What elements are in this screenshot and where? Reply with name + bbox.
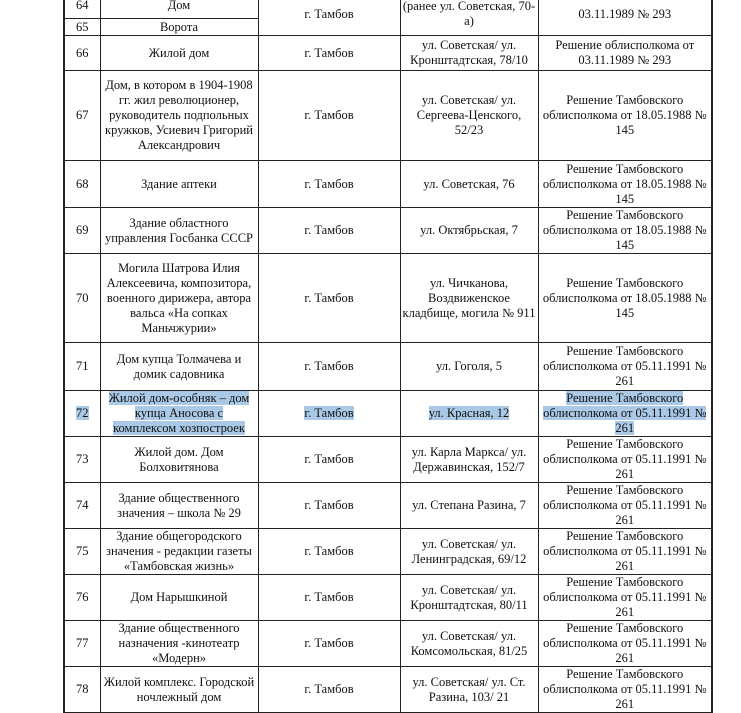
name-text: Дом, в котором в 1904-1908 гг. жил революционер, руководитель подпольных кружков, Усиевич Григорий Александрович	[105, 78, 253, 152]
cell-addr	[400, 621, 538, 667]
addr-text: ул. Советская/ ул. Кронштадтская, 78/10	[410, 38, 528, 67]
cell-city	[258, 161, 400, 208]
cell-name	[100, 19, 258, 36]
cell-addr	[400, 667, 538, 713]
city-text: г. Тамбов	[304, 108, 354, 122]
name-text: Ворота	[159, 19, 199, 34]
cell-doc	[538, 483, 712, 529]
city-text: г. Тамбов	[304, 544, 354, 558]
name-text: Здание областного управления Госбанка СССР	[104, 215, 254, 245]
name-text: Жилой дом-особняк – дом купца Аносова с комплексом хозпостроек	[108, 391, 250, 435]
n-text: 71	[76, 359, 89, 373]
table-row	[64, 343, 712, 391]
cell-name	[100, 529, 258, 575]
table-row	[64, 391, 712, 437]
doc-text: Решение Тамбовского облисполкома от 18.05.1988 № 145	[542, 161, 707, 206]
cell-name	[100, 208, 258, 254]
cell-city	[258, 621, 400, 667]
cell-name	[100, 391, 258, 437]
doc-text: Решение Тамбовского облисполкома от 05.11.1991 № 261	[543, 529, 707, 573]
city-text: г. Тамбов	[304, 590, 354, 604]
name-text: Здание общественного значения – школа № 29	[117, 490, 241, 520]
cell-doc	[538, 529, 712, 575]
cell-city	[258, 483, 400, 529]
name-text: Здание общественного назначения -кинотеатр «Модерн»	[118, 621, 240, 665]
cell-city	[258, 667, 400, 713]
cell-name	[100, 36, 258, 71]
table-row	[64, 208, 712, 254]
doc-text: Решение Тамбовского облисполкома от 05.11.1991 № 261	[543, 667, 707, 711]
doc-text: Решение Тамбовского облисполкома от 18.05.1988 № 145	[542, 208, 707, 252]
cell-addr	[400, 529, 538, 575]
city-text: г. Тамбов	[304, 498, 354, 512]
cell-addr	[400, 483, 538, 529]
city-text: г. Тамбов	[304, 682, 354, 696]
cell-addr	[400, 343, 538, 391]
cell-n	[64, 208, 100, 254]
cell-addr	[400, 161, 538, 208]
table-row	[64, 36, 712, 71]
n-text: 76	[76, 590, 89, 604]
cell-n	[64, 343, 100, 391]
n-text: 67	[76, 108, 89, 122]
doc-text: 03.11.1989 № 293	[578, 6, 672, 21]
city-text: г. Тамбов	[304, 452, 354, 466]
cell-n	[64, 483, 100, 529]
cell-n	[64, 71, 100, 161]
cell-doc	[538, 575, 712, 621]
cell-city	[258, 529, 400, 575]
cell-doc	[538, 667, 712, 713]
cell-addr	[400, 575, 538, 621]
cell-addr	[400, 437, 538, 483]
cell-addr	[400, 254, 538, 343]
addr-text: ул. Советская/ ул. Сергеева-Ценского, 52/23	[416, 93, 522, 137]
cell-n	[64, 621, 100, 667]
n-text: 72	[76, 406, 89, 420]
table-row	[64, 161, 712, 208]
cell-city	[258, 0, 400, 36]
cell-n	[64, 36, 100, 71]
cell-addr	[400, 71, 538, 161]
doc-text: Решение Тамбовского облисполкома от 18.05.1988 № 145	[542, 93, 707, 137]
doc-text: Решение Тамбовского облисполкома от 05.11.1991 № 261	[543, 621, 707, 665]
city-text: г. Тамбов	[304, 45, 354, 60]
name-text: Могила Шатрова Илия Алексеевича, композитора, военного дирижера, автора вальса «На сопках Маньчжурии»	[106, 260, 252, 335]
city-text: г. Тамбов	[304, 636, 354, 650]
city-text: г. Тамбов	[304, 223, 354, 237]
addr-text: (ранее ул. Советская, 70-а)	[402, 0, 536, 28]
cell-n	[64, 391, 100, 437]
n-text: 69	[76, 223, 89, 237]
table-row	[64, 483, 712, 529]
n-text: 65	[76, 19, 89, 34]
n-text: 75	[76, 544, 89, 558]
n-text: 74	[76, 498, 89, 512]
doc-text: Решение Тамбовского облисполкома от 18.05.1988 № 145	[542, 275, 707, 320]
table-row	[64, 71, 712, 161]
cell-doc	[538, 437, 712, 483]
cell-doc	[538, 208, 712, 254]
cell-doc	[538, 343, 712, 391]
cell-name	[100, 483, 258, 529]
city-text: г. Тамбов	[304, 406, 354, 420]
cell-addr	[400, 208, 538, 254]
cell-n	[64, 254, 100, 343]
cell-addr	[400, 391, 538, 437]
city-text: г. Тамбов	[304, 6, 354, 21]
n-text: 66	[76, 45, 89, 60]
cell-name	[100, 161, 258, 208]
cell-name	[100, 621, 258, 667]
cell-doc	[538, 254, 712, 343]
cell-city	[258, 208, 400, 254]
n-text: 78	[76, 682, 89, 696]
cell-doc	[538, 36, 712, 71]
cell-n	[64, 667, 100, 713]
cell-n	[64, 529, 100, 575]
cell-doc	[538, 0, 712, 36]
name-text: Дом Нарышкиной	[130, 590, 228, 604]
city-text: г. Тамбов	[304, 290, 354, 305]
addr-text: ул. Советская, 76	[423, 176, 515, 191]
cell-city	[258, 343, 400, 391]
table-row	[64, 437, 712, 483]
cell-city	[258, 254, 400, 343]
n-text: 70	[76, 290, 89, 305]
cell-city	[258, 36, 400, 71]
city-text: г. Тамбов	[304, 176, 354, 191]
addr-text: ул. Советская/ ул. Ленинградская, 69/12	[411, 536, 527, 566]
n-text: 68	[76, 176, 89, 191]
cell-name	[100, 343, 258, 391]
table-row	[64, 667, 712, 713]
doc-text: Решение облисполкома от 03.11.1989 № 293	[555, 38, 695, 67]
cell-addr	[400, 0, 538, 36]
cell-doc	[538, 391, 712, 437]
addr-text: ул. Советская/ ул. Комсомольская, 81/25	[410, 628, 528, 658]
cell-name	[100, 0, 258, 19]
monuments-table	[63, 0, 713, 713]
name-text: Дом	[167, 0, 191, 12]
cell-name	[100, 575, 258, 621]
cell-n	[64, 19, 100, 36]
cell-name	[100, 437, 258, 483]
cell-doc	[538, 71, 712, 161]
table-row	[64, 621, 712, 667]
name-text: Здание аптеки	[141, 176, 217, 191]
doc-text: Решение Тамбовского облисполкома от 05.11.1991 № 261	[543, 483, 707, 527]
cell-name	[100, 254, 258, 343]
name-text: Дом купца Толмачева и домик садовника	[116, 351, 242, 381]
name-text: Жилой дом	[148, 45, 210, 60]
cell-city	[258, 391, 400, 437]
cell-addr	[400, 36, 538, 71]
name-text: Жилой дом. Дом Болховитянова	[134, 444, 224, 474]
name-text: Жилой комплекс. Городской ночлежный дом	[103, 674, 255, 704]
cell-n	[64, 575, 100, 621]
addr-text: ул. Красная, 12	[428, 406, 510, 420]
cell-doc	[538, 621, 712, 667]
addr-text: ул. Степана Разина, 7	[412, 498, 526, 512]
table-row	[64, 0, 712, 19]
doc-text: Решение Тамбовского облисполкома от 05.11.1991 № 261	[543, 344, 707, 388]
cell-doc	[538, 161, 712, 208]
cell-city	[258, 71, 400, 161]
cell-name	[100, 71, 258, 161]
city-text: г. Тамбов	[304, 359, 354, 373]
doc-text: Решение Тамбовского облисполкома от 05.11.1991 № 261	[543, 391, 707, 435]
table-row	[64, 575, 712, 621]
cell-n	[64, 161, 100, 208]
addr-text: ул. Советская/ ул. Кронштадтская, 80/11	[410, 582, 528, 612]
doc-text: Решение Тамбовского облисполкома от 05.11.1991 № 261	[543, 437, 707, 481]
addr-text: ул. Карла Маркса/ ул. Державинская, 152/7	[411, 444, 527, 474]
cell-n	[64, 0, 100, 19]
doc-text: Решение Тамбовского облисполкома от 05.11.1991 № 261	[543, 575, 707, 619]
addr-text: ул. Гоголя, 5	[436, 359, 502, 373]
cell-city	[258, 575, 400, 621]
addr-text: ул. Октябрьская, 7	[420, 223, 518, 237]
cell-city	[258, 437, 400, 483]
addr-text: ул. Советская/ ул. Ст. Разина, 103/ 21	[412, 674, 526, 704]
n-text: 77	[76, 636, 89, 650]
n-text: 64	[76, 0, 89, 12]
cell-name	[100, 667, 258, 713]
table-row	[64, 254, 712, 343]
n-text: 73	[76, 452, 89, 466]
table-row	[64, 529, 712, 575]
cell-n	[64, 437, 100, 483]
name-text: Здание общегородского значения - редакции газеты «Тамбовская жизнь»	[106, 529, 252, 573]
addr-text: ул. Чичканова, Воздвиженское кладбище, могила № 911	[402, 275, 536, 320]
